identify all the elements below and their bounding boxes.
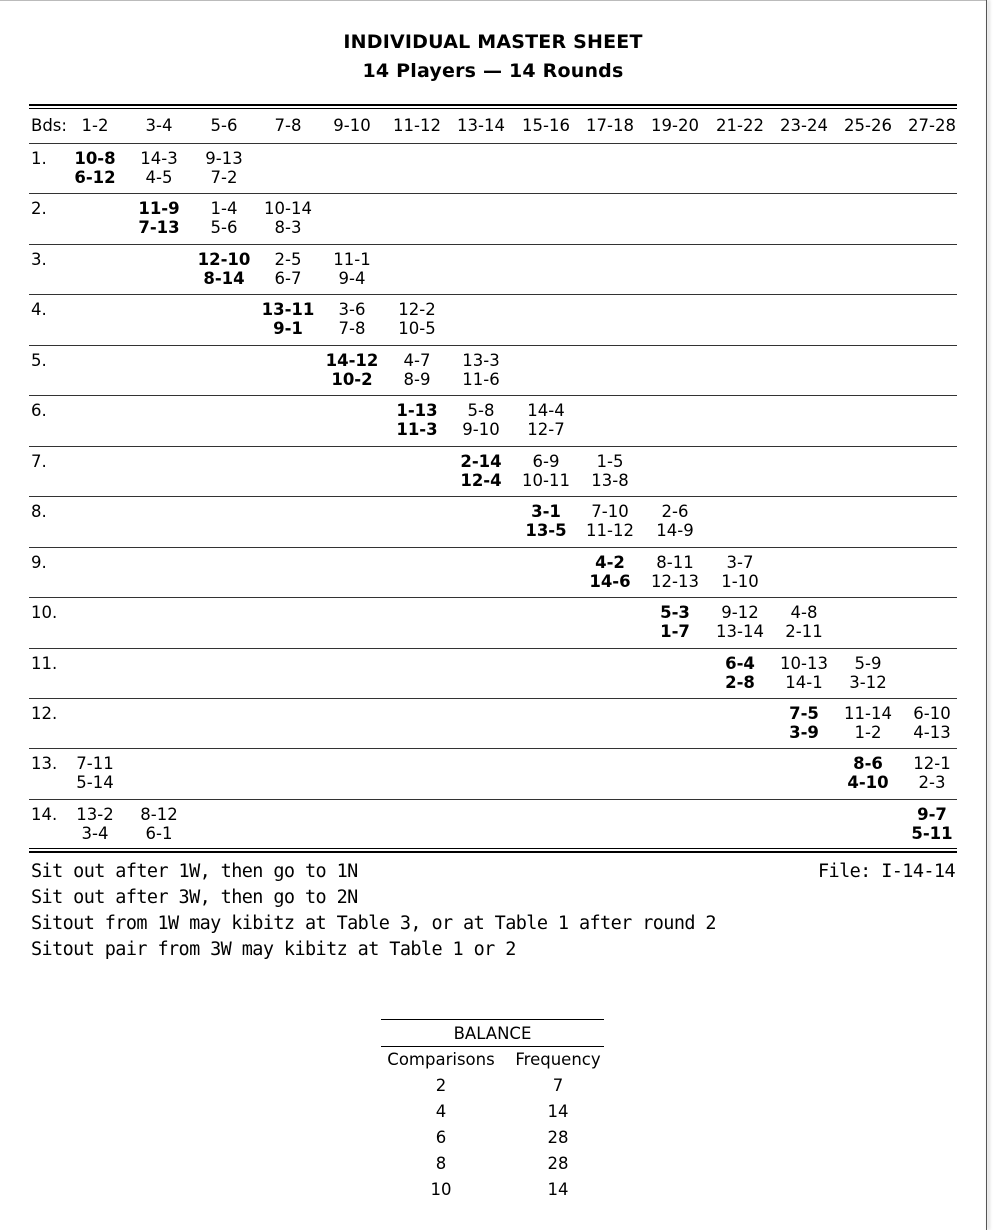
round-label: 7. — [31, 452, 47, 471]
pairing-top: 4-7 — [403, 351, 431, 370]
round-divider — [29, 698, 957, 699]
pairing-top: 6-4 — [725, 654, 755, 673]
pairing-bottom: 7-8 — [338, 319, 366, 338]
round-divider — [29, 547, 957, 548]
pairing-top: 1-4 — [210, 199, 238, 218]
pairing-top: 14-4 — [527, 401, 565, 420]
pairing-top: 6-9 — [532, 452, 560, 471]
balance-comparisons-value: 4 — [435, 1102, 447, 1121]
note-line: Sit out after 1W, then go to 1N — [31, 861, 358, 882]
pairing-bottom: 3-9 — [789, 723, 819, 742]
balance-rule-mid — [381, 1046, 604, 1047]
round-divider — [29, 244, 957, 245]
pairing-top: 10-13 — [780, 654, 828, 673]
round-label: 8. — [31, 502, 47, 521]
board-column-header: 5-6 — [210, 116, 238, 135]
round-label: 2. — [31, 199, 47, 218]
pairing-bottom: 14-1 — [785, 673, 823, 692]
round-label: 14. — [31, 805, 58, 824]
boards-label: Bds: — [31, 116, 67, 135]
pairing-top: 8-6 — [853, 754, 883, 773]
round-divider — [29, 446, 957, 447]
round-label: 11. — [31, 654, 58, 673]
pairing-top: 12-10 — [197, 250, 251, 269]
board-column-header: 11-12 — [393, 116, 441, 135]
round-label: 6. — [31, 401, 47, 420]
note-line: Sit out after 3W, then go to 2N — [31, 887, 358, 908]
pairing-bottom: 12-13 — [651, 572, 699, 591]
pairing-bottom: 8-3 — [274, 218, 302, 237]
board-column-header: 27-28 — [908, 116, 956, 135]
table-rule-bottom — [29, 851, 957, 853]
board-column-header: 3-4 — [145, 116, 173, 135]
pairing-bottom: 7-2 — [210, 168, 238, 187]
pairing-bottom: 8-14 — [203, 269, 245, 288]
round-label: 3. — [31, 250, 47, 269]
pairing-bottom: 10-2 — [331, 370, 373, 389]
pairing-top: 5-9 — [854, 654, 882, 673]
balance-frequency-value: 14 — [547, 1102, 569, 1121]
pairing-bottom: 2-11 — [785, 622, 823, 641]
board-column-header: 19-20 — [651, 116, 699, 135]
pairing-top: 7-5 — [789, 704, 819, 723]
pairing-bottom: 12-7 — [527, 420, 565, 439]
pairing-top: 12-2 — [398, 300, 436, 319]
round-divider — [29, 597, 957, 598]
round-label: 10. — [31, 603, 58, 622]
pairing-top: 3-7 — [726, 553, 754, 572]
board-column-header: 9-10 — [333, 116, 371, 135]
pairing-top: 10-8 — [74, 149, 116, 168]
pairing-bottom: 5-11 — [911, 824, 953, 843]
pairing-top: 4-8 — [790, 603, 818, 622]
pairing-bottom: 8-9 — [403, 370, 431, 389]
balance-comparisons-value: 2 — [435, 1076, 447, 1095]
pairing-bottom: 12-4 — [460, 471, 502, 490]
pairing-bottom: 13-14 — [716, 622, 764, 641]
pairing-bottom: 6-7 — [274, 269, 302, 288]
round-divider — [29, 648, 957, 649]
round-divider — [29, 799, 957, 800]
pairing-bottom: 14-9 — [656, 521, 694, 540]
file-label: File: I-14-14 — [818, 861, 955, 882]
pairing-top: 7-11 — [76, 754, 114, 773]
pairing-top: 4-2 — [595, 553, 625, 572]
balance-frequency-value: 7 — [552, 1076, 564, 1095]
pairing-top: 8-12 — [140, 805, 178, 824]
board-column-header: 21-22 — [716, 116, 764, 135]
pairing-top: 13-11 — [261, 300, 315, 319]
board-column-header: 17-18 — [586, 116, 634, 135]
pairing-bottom: 3-12 — [849, 673, 887, 692]
pairing-bottom: 5-14 — [76, 773, 114, 792]
round-divider — [29, 395, 957, 396]
header-rule-bottom — [29, 108, 957, 109]
pairing-bottom: 2-3 — [918, 773, 946, 792]
pairing-top: 13-3 — [462, 351, 500, 370]
page-top-edge — [0, 0, 986, 1]
round-label: 4. — [31, 300, 47, 319]
pairing-top: 13-2 — [76, 805, 114, 824]
board-column-header: 23-24 — [780, 116, 828, 135]
pairing-bottom: 4-5 — [145, 168, 173, 187]
round-divider — [29, 345, 957, 346]
round-divider — [29, 193, 957, 194]
pairing-top: 14-12 — [325, 351, 379, 370]
round-divider — [29, 143, 957, 144]
page-right-edge — [986, 0, 987, 1230]
balance-rule-top — [381, 1019, 604, 1020]
pairing-top: 5-8 — [467, 401, 495, 420]
header-rule-top — [29, 104, 957, 106]
balance-title: BALANCE — [453, 1024, 532, 1043]
pairing-bottom: 1-2 — [854, 723, 882, 742]
pairing-top: 3-6 — [338, 300, 366, 319]
pairing-top: 11-14 — [844, 704, 892, 723]
pairing-top: 2-6 — [661, 502, 689, 521]
pairing-bottom: 6-1 — [145, 824, 173, 843]
pairing-top: 3-1 — [531, 502, 561, 521]
round-divider — [29, 748, 957, 749]
page-subtitle: 14 Players — 14 Rounds — [362, 60, 624, 82]
pairing-top: 14-3 — [140, 149, 178, 168]
balance-header-frequency: Frequency — [515, 1050, 601, 1069]
balance-comparisons-value: 10 — [430, 1180, 452, 1199]
pairing-bottom: 10-11 — [522, 471, 570, 490]
pairing-top: 9-13 — [205, 149, 243, 168]
pairing-bottom: 4-13 — [913, 723, 951, 742]
round-label: 5. — [31, 351, 47, 370]
pairing-top: 1-13 — [396, 401, 438, 420]
pairing-top: 8-11 — [656, 553, 694, 572]
pairing-top: 9-12 — [721, 603, 759, 622]
page-title: INDIVIDUAL MASTER SHEET — [343, 31, 643, 53]
pairing-bottom: 9-4 — [338, 269, 366, 288]
table-rule-top — [29, 848, 957, 849]
pairing-bottom: 9-1 — [273, 319, 303, 338]
pairing-top: 6-10 — [913, 704, 951, 723]
round-divider — [29, 294, 957, 295]
round-divider — [29, 496, 957, 497]
pairing-bottom: 5-6 — [210, 218, 238, 237]
note-line: Sitout pair from 3W may kibitz at Table 1 or 2 — [31, 939, 516, 960]
board-column-header: 25-26 — [844, 116, 892, 135]
pairing-bottom: 2-8 — [725, 673, 755, 692]
balance-frequency-value: 28 — [547, 1154, 569, 1173]
board-column-header: 1-2 — [81, 116, 109, 135]
pairing-top: 12-1 — [913, 754, 951, 773]
balance-header-comparisons: Comparisons — [387, 1050, 495, 1069]
pairing-top: 2-5 — [274, 250, 302, 269]
pairing-bottom: 1-7 — [660, 622, 690, 641]
pairing-top: 7-10 — [591, 502, 629, 521]
note-line: Sitout from 1W may kibitz at Table 3, or at Table 1 after round 2 — [31, 913, 716, 934]
balance-frequency-value: 14 — [547, 1180, 569, 1199]
balance-comparisons-value: 6 — [435, 1128, 447, 1147]
pairing-bottom: 1-10 — [721, 572, 759, 591]
pairing-bottom: 13-8 — [591, 471, 629, 490]
pairing-top: 1-5 — [596, 452, 624, 471]
board-column-header: 13-14 — [457, 116, 505, 135]
round-label: 1. — [31, 149, 47, 168]
pairing-top: 11-9 — [138, 199, 180, 218]
pairing-bottom: 7-13 — [138, 218, 180, 237]
round-label: 13. — [31, 754, 58, 773]
board-column-header: 7-8 — [274, 116, 302, 135]
pairing-bottom: 13-5 — [525, 521, 567, 540]
pairing-bottom: 4-10 — [847, 773, 889, 792]
pairing-bottom: 11-3 — [396, 420, 438, 439]
balance-frequency-value: 28 — [547, 1128, 569, 1147]
pairing-bottom: 11-12 — [586, 521, 634, 540]
pairing-bottom: 14-6 — [589, 572, 631, 591]
round-label: 12. — [31, 704, 58, 723]
pairing-bottom: 6-12 — [74, 168, 116, 187]
balance-comparisons-value: 8 — [435, 1154, 447, 1173]
pairing-bottom: 3-4 — [81, 824, 109, 843]
pairing-bottom: 9-10 — [462, 420, 500, 439]
round-label: 9. — [31, 553, 47, 572]
pairing-top: 10-14 — [264, 199, 312, 218]
pairing-top: 5-3 — [660, 603, 690, 622]
pairing-top: 9-7 — [917, 805, 947, 824]
pairing-top: 11-1 — [333, 250, 371, 269]
pairing-bottom: 10-5 — [398, 319, 436, 338]
pairing-bottom: 11-6 — [462, 370, 500, 389]
board-column-header: 15-16 — [522, 116, 570, 135]
pairing-top: 2-14 — [460, 452, 502, 471]
